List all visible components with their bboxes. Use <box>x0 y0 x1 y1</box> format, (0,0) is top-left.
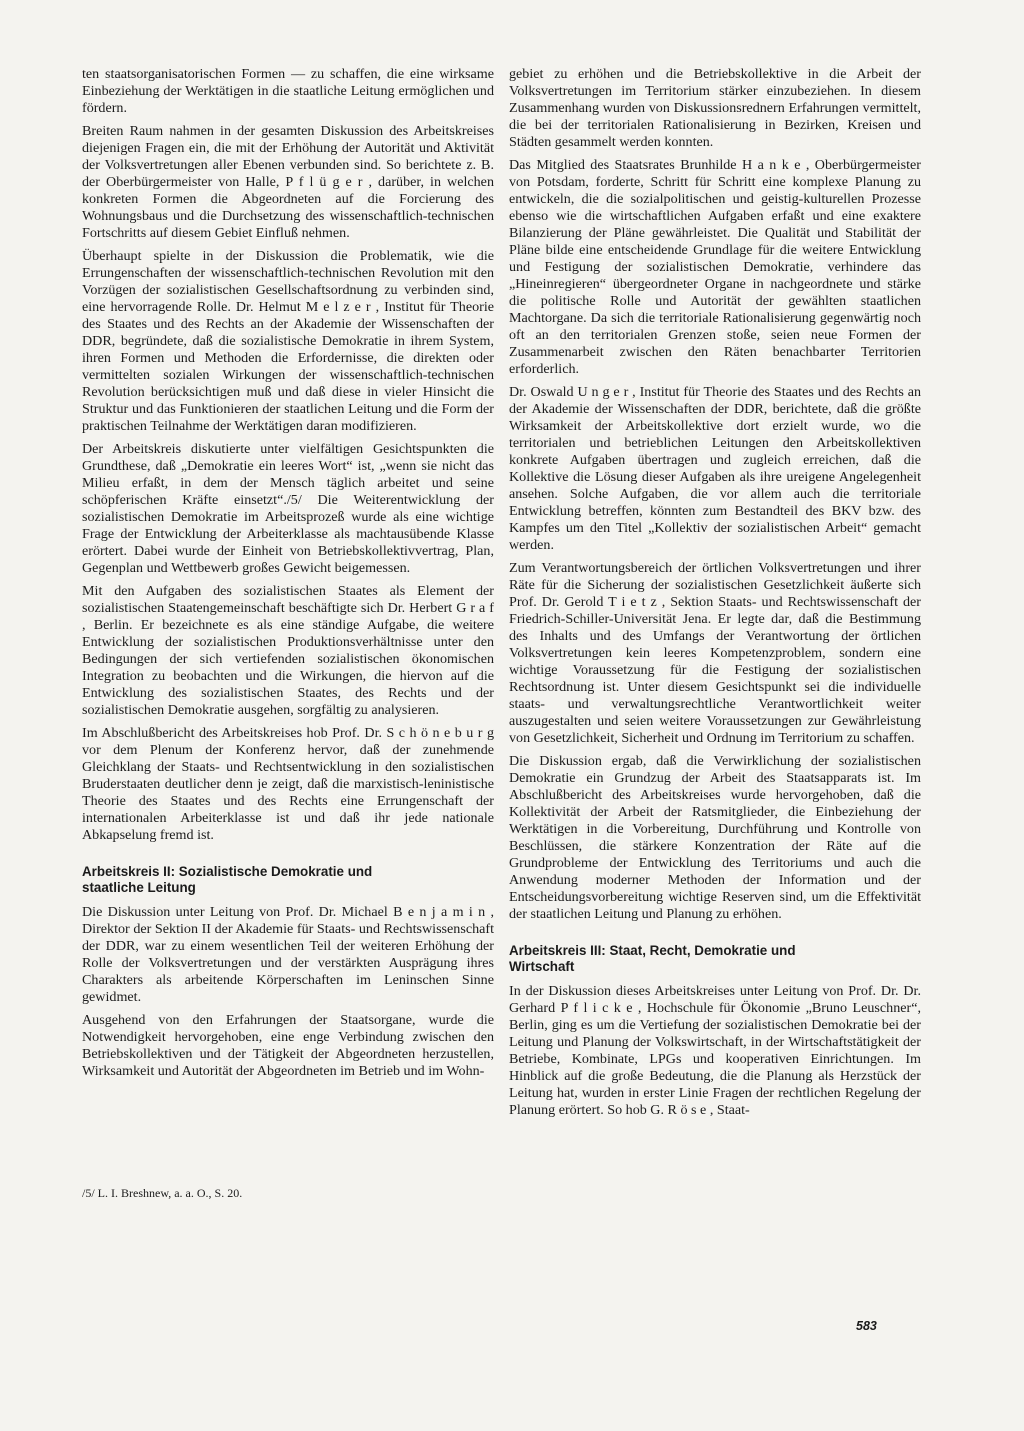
paragraph: Ausgehend von den Erfahrungen der Staatsorgane, wurde die Notwendigkeit hervorgehoben, eine enge Verbindung zwischen den Betriebskollektiven und der Tätigkeit der Abgeordneten herzustellen, Wirksamkeit und Autorität der Abgeordneten im Betrieb und im Wohn- <box>82 1012 494 1079</box>
section-heading: Arbeitskreis III: Staat, Recht, Demokratie und Wirtschaft <box>509 943 796 974</box>
paragraph: In der Diskussion dieses Arbeitskreises unter Leitung von Prof. Dr. Dr. Gerhard P f l i c k e , Hochschule für Ökonomie „Bruno Leuschner“, Berlin, ging es um die Vertiefung der sozialistischen Demokratie bei der Leitung und Planung der Volkswirtschaft, in der Wirtschaftstätigkeit der Betriebe, Kombinate, LPGs und kooperativen Einrichtungen. Im Hinblick auf die große Bedeutung, die die Planung als Herzstück der Leitung hat, wurden in erster Linie Fragen der rechtlichen Regelung der Planung erörtert. So hob G. R ö s e , Staat- <box>509 983 921 1118</box>
right-column <box>509 66 921 1125</box>
paragraph: Zum Verantwortungsbereich der örtlichen Volksvertretungen und ihrer Räte für die Sicherung der sozialistischen Gesetzlichkeit äußerte sich Prof. Dr. Gerold T i e t z , Sektion Staats- und Rechtswissenschaft der Friedrich-Schiller-Universität Jena. Er legte dar, daß die Bestimmung des Inhalts und des Umfangs der Verantwortung der örtlichen Volksvertretungen kein leeres Kompetenzproblem, sondern eine wichtige Voraussetzung für die Festigung der sozialistischen Rechtsordnung ist. Unter diesem Gesichtspunkt sei die individuelle staats- und verwaltungsrechtliche Verantwortlichkeit weiter auszugestalten und seien weitere Voraussetzungen zur Gewährleistung von Gesetzlichkeit, Sicherheit und Ordnung im Territorium zu schaffen. <box>509 560 921 746</box>
paragraph: gebiet zu erhöhen und die Betriebskollektive in die Arbeit der Volksvertretungen im Territorium stärker einzubeziehen. In diesem Zusammenhang wurden von Diskussionsrednern Erfahrungen vermittelt, die bei der territorialen Rationalisierung in Bezirken, Kreisen und Städten gesammelt werden konnten. <box>509 66 921 150</box>
paragraph: Im Abschlußbericht des Arbeitskreises hob Prof. Dr. S c h ö n e b u r g vor dem Plenum der Konferenz hervor, daß der zunehmende Gleichklang der Staats- und Rechtsentwicklung in den sozialistischen Bruderstaaten deutlicher denn je zeigt, daß die marxistisch-leninistische Theorie des Staates und des Rechts eine Errungenschaft der internationalen Arbeiterklasse ist und daß ihr jede nationale Abkapselung fremd ist. <box>82 725 494 843</box>
section-heading: Arbeitskreis II: Sozialistische Demokratie und staatliche Leitung <box>82 864 373 895</box>
paragraph: Dr. Oswald U n g e r , Institut für Theorie des Staates und des Rechts an der Akademie der Wissenschaften der DDR, berichtete, daß die größte Wirksamkeit der Arbeitskollektive dort erzielt wurde, wo die territorialen und betrieblichen Leitungen den Arbeitskollektiven konkrete Aufgaben übertragen und zugleich erreichen, daß die Kollektive die Lösung dieser Aufgaben als ihre ureigene Angelegenheit ansehen. Solche Aufgaben, die vor allem auch die territoriale Entwicklung betreffen, könnten zum Bestandteil des BKV bzw. des Kampfes um den Titel „Kollektiv der sozialistischen Arbeit“ gemacht werden. <box>509 384 921 553</box>
paragraph: Breiten Raum nahmen in der gesamten Diskussion des Arbeitskreises diejenigen Fragen ein, die mit der Erhöhung der Autorität und Aktivität der Volksvertretungen aller Ebenen verbunden sind. So berichtete z. B. der Oberbürgermeister von Halle, P f l ü g e r , darüber, in welchen konkreten Formen die Abgeordneten auf die Forcierung des Wohnungsbaus und die Durchsetzung des wissenschaftlich-technischen Fortschritts auf diesem Gebiet Einfluß nehmen. <box>82 123 494 241</box>
footnote: /5/ L. I. Breshnew, a. a. O., S. 20. <box>82 1186 243 1200</box>
paragraph: Die Diskussion unter Leitung von Prof. Dr. Michael B e n j a m i n , Direktor der Sektion II der Akademie für Staats- und Rechtswissenschaft der DDR, war zu einem wesentlichen Teil der weiteren Erhöhung der Rolle der Volksvertretungen und der verstärkten Ausprägung ihres Charakters als arbeitende Körperschaften im Leninschen Sinne gewidmet. <box>82 904 494 1005</box>
page-number: 583 <box>856 1319 877 1333</box>
left-column <box>82 66 494 1086</box>
paragraph: Mit den Aufgaben des sozialistischen Staates als Element der sozialistischen Staatengemeinschaft beschäftigte sich Dr. Herbert G r a f , Berlin. Er bezeichnete es als eine ständige Aufgabe, die weitere Entwicklung der sozialistischen Produktionsverhältnisse unter den Bedingungen der sich vertiefenden sozialistischen ökonomischen Integration zu beobachten und die Wirkungen, die hiervon auf die Entwicklung des sozialistischen Staates, des Rechts und der sozialistischen Demokratie ausgehen, sorgfältig zu analysieren. <box>82 583 494 718</box>
paragraph: Überhaupt spielte in der Diskussion die Problematik, wie die Errungenschaften der wissenschaftlich-technischen Revolution mit den Vorzügen der sozialistischen Gesellschaftsordnung zu verbinden sind, eine hervorragende Rolle. Dr. Helmut M e l z e r , Institut für Theorie des Staates und des Rechts an der Akademie der Wissenschaften der DDR, begründete, daß die sozialistische Demokratie in ihrem System, ihren Formen und Methoden die Erfordernisse, die direkten oder vermittelten sozialen Wirkungen der wissenschaftlich-technischen Revolution berücksichtigen muß und daß diese in vieler Hinsicht die Struktur und das Funktionieren der staatlichen Leitung und die Form der praktischen Teilnahme der Werktätigen daran modifizieren. <box>82 248 494 434</box>
paragraph: Der Arbeitskreis diskutierte unter vielfältigen Gesichtspunkten die Grundthese, daß „Demokratie ein leeres Wort“ ist, „wenn sie nicht das Milieu erfaßt, in dem der Mensch täglich arbeitet und seine schöpferischen Kräfte einsetzt“./5/ Die Weiterentwicklung der sozialistischen Demokratie im Arbeitsprozeß wurde als eine wichtige Frage der Entwicklung der Arbeiterklasse als machtausübende Klasse erörtert. Dabei wurde der Einheit von Betriebskollektivvertrag, Plan, Gegenplan und Wettbewerb großes Gewicht beigemessen. <box>82 441 494 576</box>
paragraph: Das Mitglied des Staatsrates Brunhilde H a n k e , Oberbürgermeister von Potsdam, forderte, Schritt für Schritt eine komplexe Planung zu entwickeln, die die sozialpolitischen und geistig-kulturellen Prozesse ebenso wie die wirtschaftlichen Aufgaben erfaßt und eine exaktere Bilanzierung der Pläne gewährleistet. Die Qualität und Stabilität der Pläne bilde eine entscheidende Grundlage für die weitere Entwicklung und Festigung der sozialistischen Demokratie, verhindere das „Hineinregieren“ übergeordneter Organe in nachgeordnete und stärke die politische Rolle und Autorität der gewählten staatlichen Machtorgane. Da sich die territoriale Rationalisierung gegenwärtig noch oft an den territorialen Grenzen stoße, seien neue Formen der Zusammenarbeit zwischen den Räten benachbarter Territorien erforderlich. <box>509 157 921 377</box>
paragraph: Die Diskussion ergab, daß die Verwirklichung der sozialistischen Demokratie ein Grundzug der Arbeit des Staatsapparats ist. Im Abschlußbericht des Arbeitskreises wurde hervorgehoben, daß die Kollektivität der Arbeit der Ratsmitglieder, die Einbeziehung der Werktätigen in die Vorbereitung, Durchführung und Kontrolle von Beschlüssen, die stärkere Konzentration der Räte auf die Grundprobleme der Entwicklung des Territoriums und auch die Anwendung moderner Methoden der Information und der Entscheidungsvorbereitung wichtige Reserven sind, um die Effektivität der staatlichen Leitung und Planung zu erhöhen. <box>509 753 921 922</box>
paragraph: ten staatsorganisatorischen Formen — zu schaffen, die eine wirksame Einbeziehung der Werktätigen in die staatliche Leitung ermöglichen und fördern. <box>82 66 494 116</box>
